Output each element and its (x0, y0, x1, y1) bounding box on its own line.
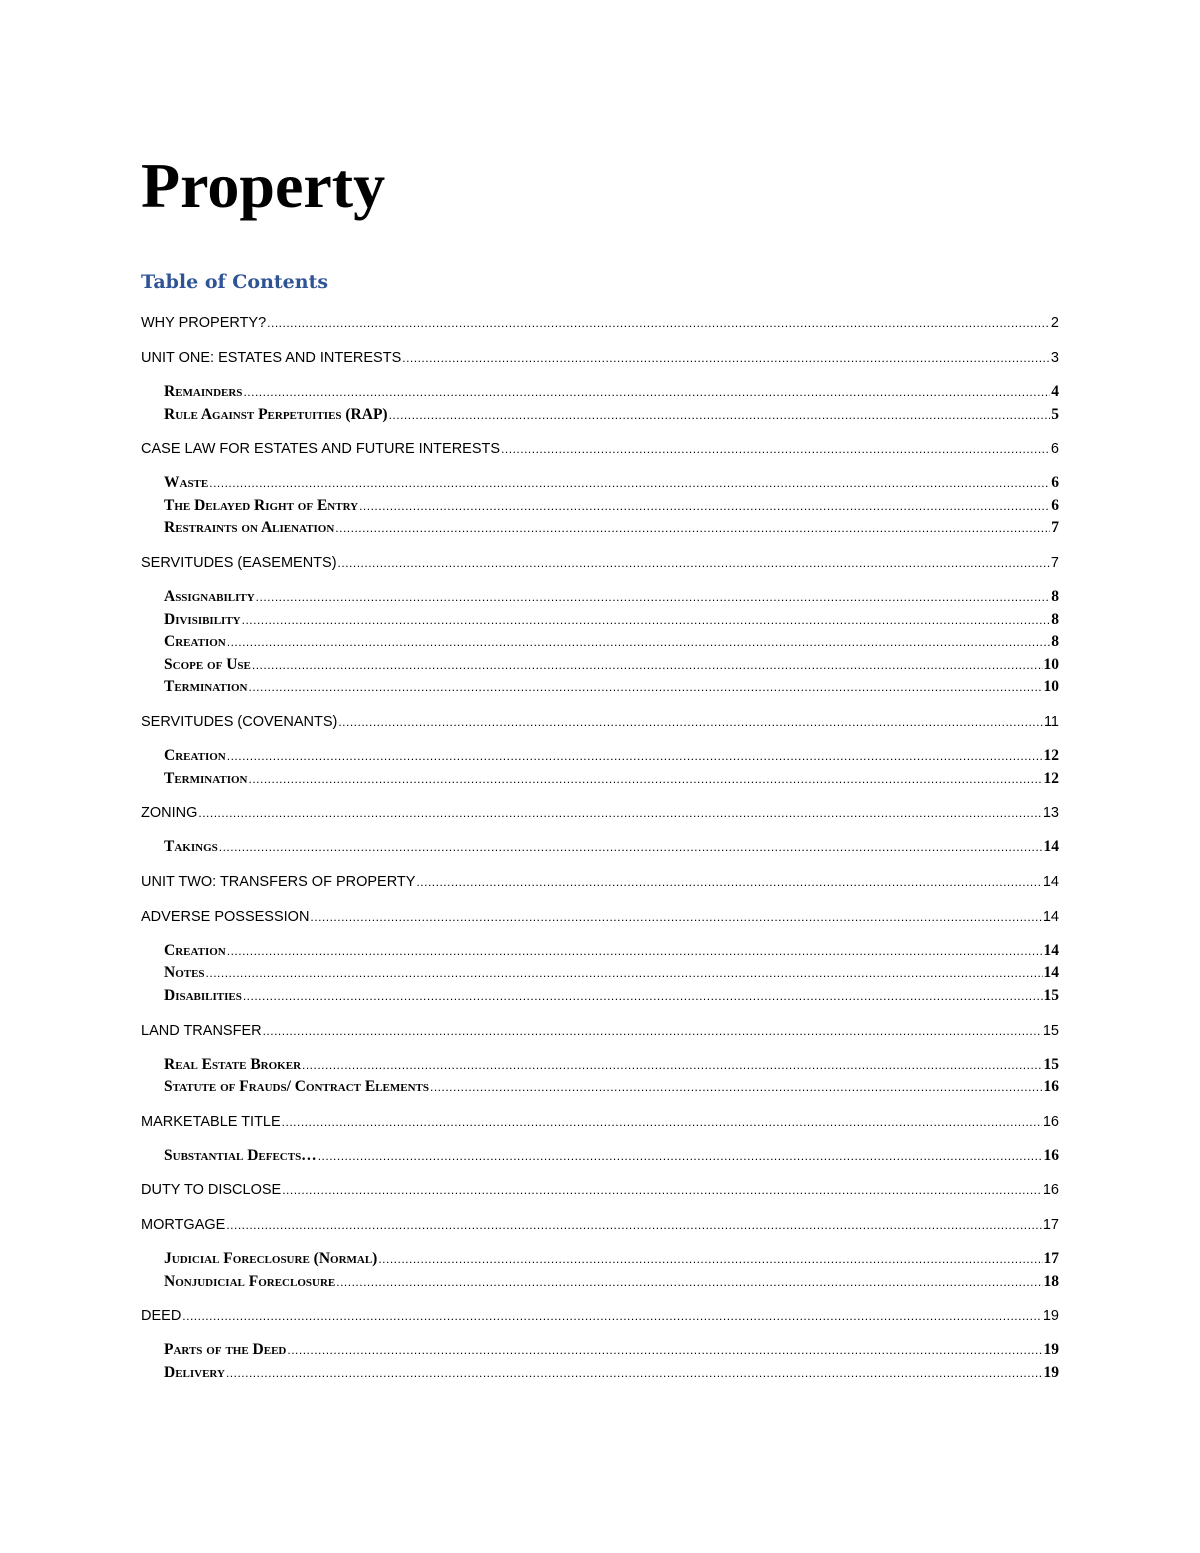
toc-page-number: 15 (1042, 1022, 1059, 1039)
toc-subentry[interactable] (141, 768, 1059, 791)
toc-subentry[interactable] (141, 495, 1059, 518)
toc-entry-title: Rule Against Perpetuities (RAP) (164, 405, 388, 423)
dot-leader (263, 1020, 1042, 1043)
toc-page-number: 14 (1043, 964, 1059, 982)
toc-entry-title: MARKETABLE TITLE (141, 1113, 281, 1130)
toc-subentry[interactable] (141, 962, 1059, 985)
toc-page-number: 18 (1043, 1272, 1059, 1290)
toc-page-number: 16 (1043, 1078, 1059, 1096)
toc-page-number: 12 (1043, 746, 1059, 764)
toc-subentry[interactable] (141, 472, 1059, 495)
toc-page-number: 13 (1042, 805, 1059, 822)
toc-page-number: 10 (1043, 678, 1059, 696)
toc-page-number: 6 (1051, 474, 1059, 492)
toc-subentry[interactable] (141, 745, 1059, 768)
dot-leader (206, 962, 1043, 985)
dot-leader (378, 1248, 1042, 1271)
toc-entry-title: LAND TRANSFER (141, 1022, 262, 1039)
toc-page-number: 15 (1043, 986, 1059, 1004)
dot-leader (338, 711, 1043, 734)
toc-entry-title: SERVITUDES (EASEMENTS) (141, 554, 337, 571)
dot-leader (256, 586, 1051, 609)
toc-entry-title: Judicial Foreclosure (Normal) (164, 1250, 378, 1268)
dot-leader (336, 1271, 1042, 1294)
dot-leader (282, 1111, 1042, 1134)
toc-subentry[interactable] (141, 1145, 1059, 1168)
toc-entry[interactable] (141, 871, 1059, 894)
toc-entry[interactable] (141, 1179, 1059, 1202)
toc-entry-title: SERVITUDES (COVENANTS) (141, 713, 338, 730)
toc-entry-title: DUTY TO DISCLOSE (141, 1182, 282, 1199)
toc-entry-title: Termination (164, 678, 248, 696)
toc-entry-title: UNIT ONE: ESTATES AND INTERESTS (141, 350, 402, 366)
toc-entry-title: Restraints on Alienation (164, 519, 335, 537)
toc-entry[interactable] (141, 1214, 1059, 1237)
dot-leader (209, 472, 1050, 495)
toc-entry[interactable] (141, 347, 1059, 370)
toc-entry[interactable] (141, 312, 1059, 335)
toc-entry-title: ADVERSE POSSESSION (141, 908, 310, 925)
toc-entry-title: Disabilities (164, 986, 242, 1004)
toc-subentry[interactable] (141, 517, 1059, 540)
toc-page-number: 14 (1043, 838, 1059, 856)
toc-subentry[interactable] (141, 985, 1059, 1008)
toc-page-number: 7 (1051, 519, 1059, 537)
dot-leader (430, 1076, 1043, 1099)
dot-leader (227, 745, 1043, 768)
toc-subentry[interactable] (141, 654, 1059, 677)
toc-page-number: 6 (1050, 441, 1059, 458)
toc-page-number: 14 (1042, 908, 1059, 925)
dot-leader (402, 347, 1050, 370)
dot-leader (359, 495, 1050, 518)
toc-page-number: 10 (1043, 655, 1059, 673)
toc-subentry[interactable] (141, 1271, 1059, 1294)
toc-entry-title: Termination (164, 769, 248, 787)
toc-entry[interactable] (141, 711, 1059, 734)
toc-entry-title: Substantial Defects… (164, 1146, 317, 1164)
toc-entry-title: Nonjudicial Foreclosure (164, 1272, 336, 1290)
dot-leader (282, 1179, 1042, 1202)
toc-page-number: 19 (1043, 1341, 1059, 1359)
dot-leader (242, 609, 1051, 632)
toc-entry-title: Remainders (164, 383, 243, 400)
table-of-contents (141, 312, 1059, 1385)
toc-entry-title: Creation (164, 746, 226, 764)
toc-entry-title: CASE LAW FOR ESTATES AND FUTURE INTERESTS (141, 441, 501, 458)
dot-leader (227, 631, 1051, 654)
toc-page-number: 8 (1051, 633, 1059, 651)
toc-page-number: 5 (1051, 405, 1059, 423)
dot-leader (226, 1362, 1043, 1385)
toc-subentry[interactable] (141, 586, 1059, 609)
dot-leader (243, 985, 1043, 1008)
toc-page-number: 12 (1043, 769, 1059, 787)
toc-page-number: 8 (1051, 587, 1059, 605)
toc-entry-title: DEED (141, 1308, 182, 1325)
toc-entry[interactable] (141, 552, 1059, 575)
toc-entry[interactable] (141, 906, 1059, 929)
toc-page-number: 14 (1043, 941, 1059, 959)
toc-page-number: 4 (1051, 383, 1059, 400)
toc-subentry[interactable] (141, 404, 1059, 427)
toc-entry-title: The Delayed Right of Entry (164, 496, 359, 514)
toc-page-number: 19 (1042, 1308, 1059, 1325)
toc-subentry[interactable] (141, 940, 1059, 963)
toc-entry-title: MORTGAGE (141, 1217, 226, 1234)
toc-page-number: 17 (1042, 1217, 1059, 1234)
toc-entry-title: UNIT TWO: TRANSFERS OF PROPERTY (141, 873, 416, 890)
dot-leader (226, 1214, 1042, 1237)
toc-page-number: 16 (1043, 1146, 1059, 1164)
toc-entry-title: WHY PROPERTY? (141, 315, 267, 331)
toc-subentry[interactable] (141, 609, 1059, 632)
toc-entry-title: Parts of the Deed (164, 1341, 287, 1359)
dot-leader (243, 381, 1050, 404)
toc-entry-title: Creation (164, 633, 226, 651)
toc-page-number: 6 (1051, 496, 1059, 514)
dot-leader (198, 802, 1041, 825)
toc-page-number: 15 (1043, 1055, 1059, 1073)
toc-page-number: 16 (1042, 1182, 1059, 1199)
document-title: Property (141, 150, 386, 221)
toc-page-number: 7 (1050, 554, 1059, 571)
toc-subentry[interactable] (141, 836, 1059, 859)
dot-leader (287, 1339, 1042, 1362)
dot-leader (338, 552, 1050, 575)
toc-entry-title: Takings (164, 838, 218, 856)
dot-leader (248, 768, 1042, 791)
toc-entry-title: Waste (164, 474, 209, 492)
toc-page-number: 3 (1050, 350, 1059, 366)
toc-subentry[interactable] (141, 631, 1059, 654)
toc-page-number: 2 (1050, 315, 1059, 331)
dot-leader (248, 676, 1042, 699)
toc-page-number: 16 (1042, 1113, 1059, 1130)
toc-entry[interactable] (141, 802, 1059, 825)
toc-entry-title: Creation (164, 941, 226, 959)
toc-entry-title: Notes (164, 964, 205, 982)
toc-page-number: 11 (1043, 713, 1059, 730)
toc-entry[interactable] (141, 438, 1059, 461)
dot-leader (335, 517, 1050, 540)
dot-leader (501, 438, 1050, 461)
toc-page-number: 14 (1042, 873, 1059, 890)
dot-leader (182, 1305, 1042, 1328)
toc-subentry[interactable] (141, 1362, 1059, 1385)
toc-entry-title: Statute of Frauds/ Contract Elements (164, 1078, 429, 1096)
toc-heading: Table of Contents (141, 271, 329, 293)
dot-leader (302, 1054, 1042, 1077)
toc-subentry[interactable] (141, 676, 1059, 699)
toc-entry-title: Delivery (164, 1364, 225, 1382)
toc-subentry[interactable] (141, 1054, 1059, 1077)
dot-leader (416, 871, 1041, 894)
toc-page-number: 17 (1043, 1250, 1059, 1268)
dot-leader (227, 940, 1043, 963)
toc-page-number: 19 (1043, 1364, 1059, 1382)
toc-entry[interactable] (141, 1305, 1059, 1328)
toc-entry-title: Divisibility (164, 610, 241, 628)
toc-entry[interactable] (141, 1020, 1059, 1043)
toc-entry-title: ZONING (141, 805, 198, 822)
dot-leader (267, 312, 1050, 335)
toc-entry-title: Assignability (164, 587, 255, 605)
toc-subentry[interactable] (141, 1248, 1059, 1271)
toc-subentry[interactable] (141, 381, 1059, 404)
toc-subentry[interactable] (141, 1076, 1059, 1099)
dot-leader (252, 654, 1043, 677)
toc-subentry[interactable] (141, 1339, 1059, 1362)
toc-page-number: 8 (1051, 610, 1059, 628)
toc-entry-title: Real Estate Broker (164, 1055, 302, 1073)
dot-leader (219, 836, 1043, 859)
dot-leader (318, 1145, 1043, 1168)
toc-entry[interactable] (141, 1111, 1059, 1134)
dot-leader (389, 404, 1051, 427)
toc-entry-title: Scope of Use (164, 655, 251, 673)
dot-leader (310, 906, 1041, 929)
